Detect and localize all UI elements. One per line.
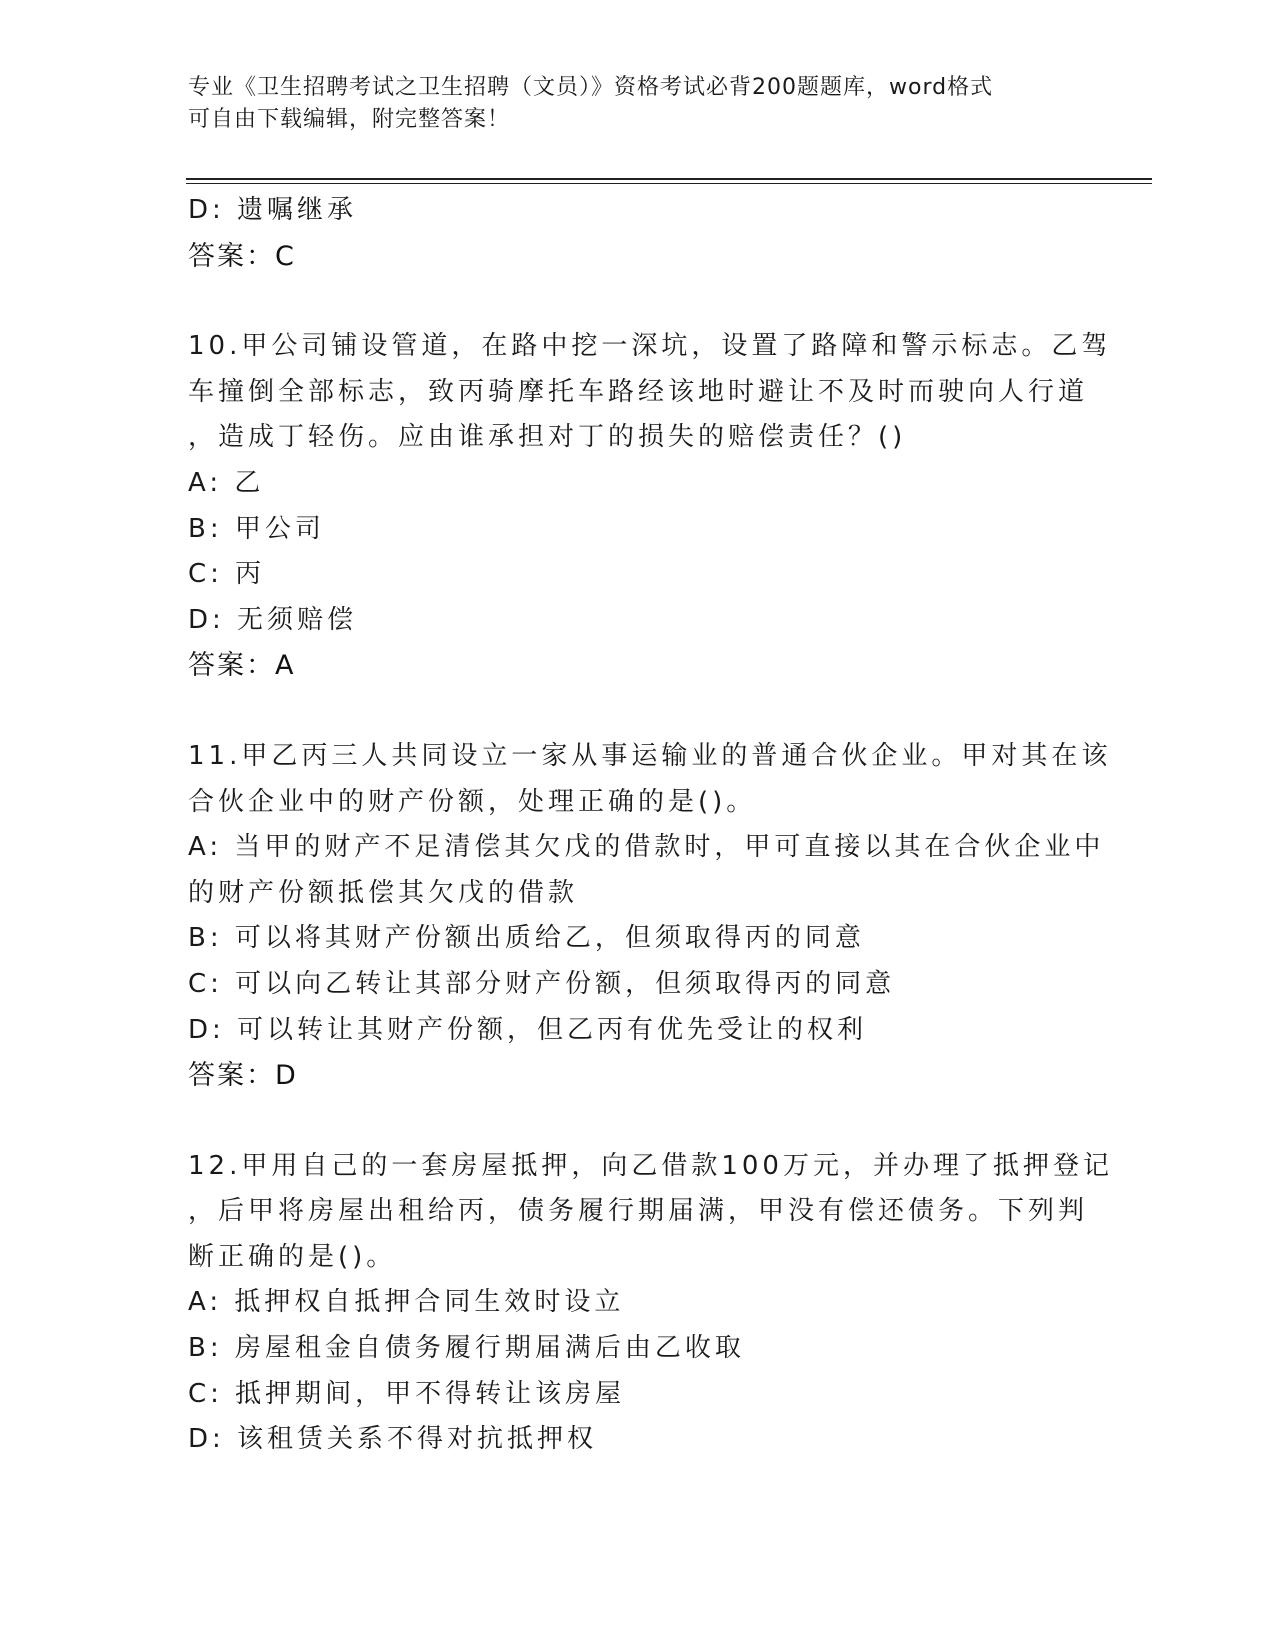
option-a-continued: 的财产份额抵偿其欠戊的借款 [188, 877, 579, 908]
header-line-2: 可自由下载编辑，附完整答案！ [188, 107, 511, 132]
question-9 [188, 188, 1088, 279]
option-d: D: 无须赔偿 [188, 604, 358, 635]
question-stem-line: 车撞倒全部标志，致丙骑摩托车路经该地时避让不及时而驶向人行道 [188, 376, 1089, 407]
question-stem-line: 断正确的是()。 [188, 1241, 397, 1272]
header-divider-thick [186, 178, 1152, 180]
option-a: A: 乙 [188, 467, 265, 498]
option-d: D: 该租赁关系不得对抗抵押权 [188, 1424, 598, 1455]
page-header [188, 72, 1068, 136]
question-stem-line: 10.甲公司铺设管道，在路中挖一深坑，设置了路障和警示标志。乙驾 [188, 331, 1112, 362]
question-stem-line: 12.甲用自己的一套房屋抵押，向乙借款100万元，并办理了抵押登记 [188, 1150, 1113, 1181]
header-divider-thin [186, 183, 1152, 184]
question-10 [188, 324, 1112, 689]
spacer [188, 1099, 1088, 1144]
option-c: C: 可以向乙转让其部分财产份额，但须取得丙的同意 [188, 968, 896, 999]
question-11 [188, 734, 1112, 1099]
question-stem-line: 11.甲乙丙三人共同设立一家从事运输业的普通合伙企业。甲对其在该 [188, 740, 1112, 771]
question-12 [188, 1144, 1113, 1463]
question-stem-line: 合伙企业中的财产份额，处理正确的是()。 [188, 786, 757, 817]
header-line-1: 专业《卫生招聘考试之卫生招聘（文员）》资格考试必背200题题库，word格式 [188, 75, 994, 100]
option-d: D: 可以转让其财产份额，但乙丙有优先受让的权利 [188, 1014, 868, 1045]
option-d: D: 遗嘱继承 [188, 195, 358, 225]
option-c: C: 抵押期间，甲不得转让该房屋 [188, 1378, 626, 1409]
answer-label: 答案：A [188, 650, 296, 682]
question-stem-line: ，造成丁轻伤。应由谁承担对丁的损失的赔偿责任？() [188, 422, 907, 453]
option-a: A: 当甲的财产不足清偿其欠戊的借款时，甲可直接以其在合伙企业中 [188, 832, 1105, 863]
option-b: B: 可以将其财产份额出质给乙，但须取得丙的同意 [188, 923, 865, 954]
option-c: C: 丙 [188, 559, 266, 590]
option-b: B: 甲公司 [188, 513, 325, 544]
spacer [188, 689, 1088, 734]
answer-label: 答案：C [188, 240, 296, 272]
document-body [188, 188, 1113, 1463]
option-b: B: 房屋租金自债务履行期届满后由乙收取 [188, 1333, 745, 1364]
option-a: A: 抵押权自抵押合同生效时设立 [188, 1287, 625, 1318]
question-stem-line: ，后甲将房屋出租给丙，债务履行期届满，甲没有偿还债务。下列判 [188, 1196, 1089, 1227]
spacer [188, 279, 1088, 324]
answer-label: 答案：D [188, 1060, 298, 1092]
